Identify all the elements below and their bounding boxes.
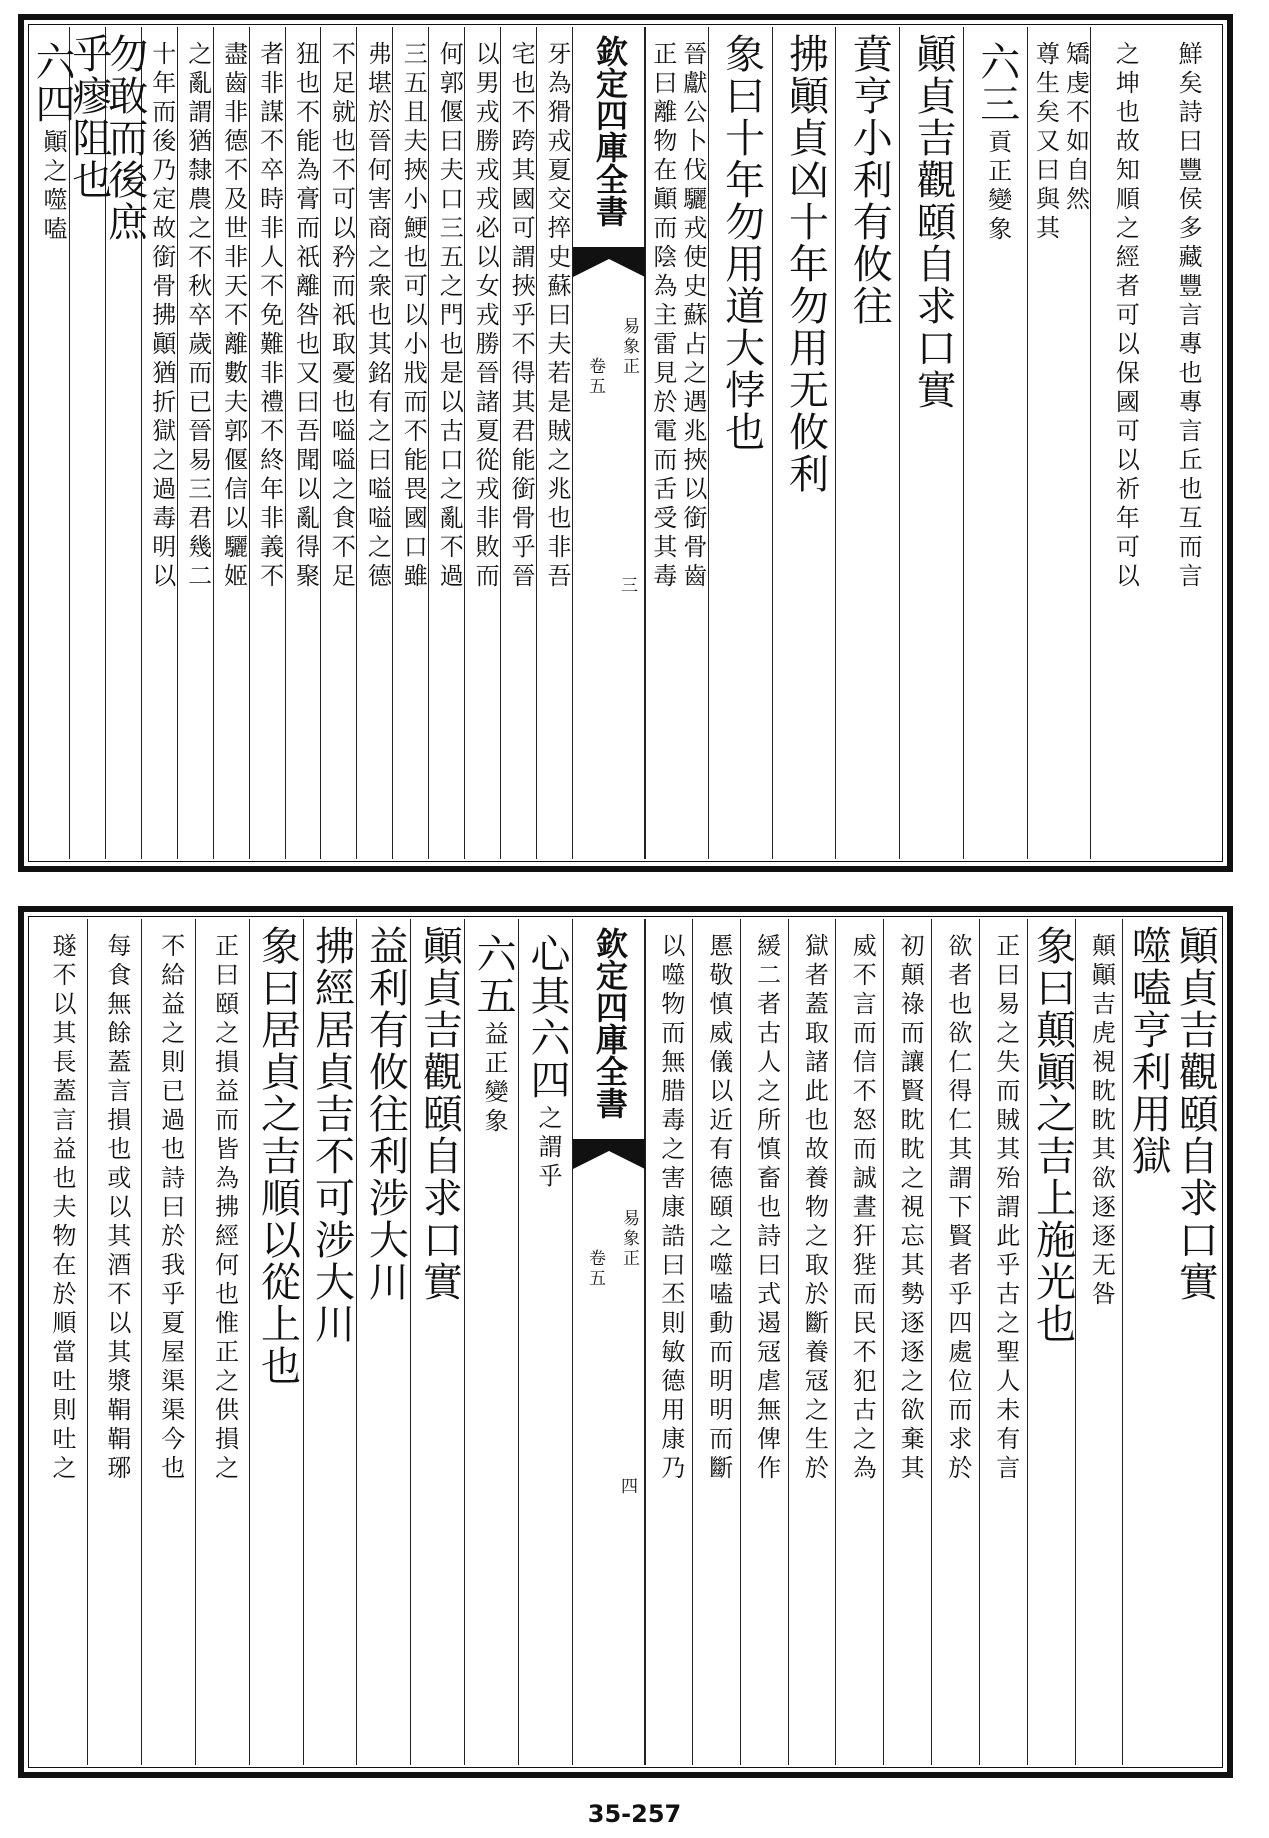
leaf-number: 三: [617, 576, 637, 597]
column-heading: 勿敢而後庶: [101, 33, 148, 243]
text-column: [1154, 27, 1218, 859]
text-column: [410, 919, 465, 1765]
column-subtext: 貢正變象: [983, 129, 1012, 245]
column-text: 顛顚吉虎視眈眈其欲逐逐无咎: [1087, 933, 1116, 1310]
text-column: [835, 919, 884, 1765]
text-column: [33, 919, 87, 1765]
text-column: [979, 919, 1028, 1765]
column-heading: 拂顚貞凶十年勿用无攸利: [782, 33, 829, 495]
book-name: 易象正: [619, 1209, 639, 1269]
column-heading: 顚貞吉觀頤自求口實: [1172, 925, 1219, 1303]
column-text: 鮮矣詩曰豐侯多藏豐言專也專言丘也互而言: [1174, 41, 1203, 592]
text-column: [1027, 27, 1092, 859]
column-text: 之坤也故知順之經者可以保國可以祈年可以: [1111, 41, 1140, 592]
column-text: 不給益之則已過也詩曰於我乎夏屋渠渠今也: [156, 933, 185, 1484]
column-text: 初顛祿而讓賢眈眈之視忘其勢逐逐之欲棄其: [896, 933, 925, 1484]
column-heading: 乎瘳阻也: [65, 33, 112, 201]
column-text: 何郭偃曰夫口三五之門也是以古口之亂不過: [435, 41, 464, 592]
bottom-columns: [33, 919, 1218, 1765]
column-text: 心其六四: [524, 933, 571, 1101]
text-column: [464, 27, 501, 859]
text-column: [963, 27, 1028, 859]
column-text: 不足就也不可以矜而祇取憂也嗌嗌之食不足: [327, 41, 356, 592]
column-heading: 象曰居貞之吉順以從上也: [254, 925, 301, 1387]
text-column: [740, 919, 789, 1765]
text-column: [320, 27, 357, 859]
text-column: [356, 919, 411, 1765]
column-text: 獄者蓋取諸此也故養物之取於斷養冦之生於: [800, 933, 829, 1484]
text-column: [303, 919, 358, 1765]
text-column: [428, 27, 465, 859]
text-column: [141, 919, 196, 1765]
column-text: 十年而後乃定故銜骨拂顚猶折獄之過毒明以: [147, 41, 176, 592]
column-text: 正曰易之失而賊其殆謂此乎古之聖人未有言: [991, 933, 1020, 1484]
column-heading: 噬嗑亨利用獄: [1125, 925, 1172, 1177]
fish-tail-mark: [573, 1139, 645, 1183]
text-column: [931, 919, 980, 1765]
column-text: 之亂謂猶隸農之不秋卒歲而已晉易三君幾二: [183, 41, 212, 592]
center-band: [572, 27, 646, 859]
text-column: [518, 919, 573, 1765]
column-text: 璲不以其長蓋言益也夫物在於順當吐則吐之: [47, 933, 76, 1484]
column-subtext: 矯虔不如自然: [1061, 41, 1090, 215]
text-column: [692, 919, 741, 1765]
column-text: 慝敬慎威儀以近有德頤之噬嗑動而明明而斷: [704, 933, 733, 1484]
text-column: [644, 919, 693, 1765]
text-column: [788, 919, 837, 1765]
book-name: 易象正: [619, 317, 639, 377]
top-columns: [28, 27, 1218, 859]
text-column: [644, 27, 709, 859]
text-column: [249, 27, 286, 859]
volume-label: 卷五: [585, 357, 605, 397]
text-column: [464, 919, 519, 1765]
text-column: [536, 27, 573, 859]
text-column: [835, 27, 900, 859]
text-column: [249, 919, 304, 1765]
column-text: 狃也不能為膏而祇離咎也又曰吾聞以亂得聚: [291, 41, 320, 592]
text-column: [87, 919, 142, 1765]
top-page: [18, 14, 1233, 872]
text-column: [1090, 27, 1155, 859]
column-text: 以男戎勝戎戎必以女戎勝晉諸夏從戎非敗而: [471, 41, 500, 592]
column-heading: 賁亨小利有攸往: [846, 33, 893, 327]
collection-title: 欽定四庫全書: [591, 927, 629, 1119]
column-text: 六三: [973, 41, 1020, 125]
bottom-page: [18, 906, 1233, 1778]
text-column: [772, 27, 837, 859]
text-column: [177, 27, 214, 859]
text-column: [65, 27, 112, 859]
column-subtext: 之謂乎: [534, 1105, 563, 1192]
text-column: [899, 27, 964, 859]
column-text: 每食無餘蓋言損也或以其酒不以其漿鞙鞙琊: [102, 933, 131, 1484]
page-number: 35-257: [587, 1800, 682, 1828]
text-column: [1075, 919, 1124, 1765]
column-text: 盡齒非德不及世非天不離數夫郭偃信以驪姬: [219, 41, 248, 592]
column-subtext: 益正變象: [480, 1021, 509, 1137]
column-text: 者非謀不卒時非人不免難非禮不終年非義不: [255, 41, 284, 592]
column-heading: 益利有攸往利涉大川: [362, 925, 409, 1303]
column-text: 正曰頤之損益而皆為拂經何也惟正之供損之: [210, 933, 239, 1484]
text-column: [1170, 919, 1218, 1765]
volume-label: 卷五: [585, 1249, 605, 1289]
column-text: 正曰離物在顚而陰為主雷見於電而舌受其毒: [648, 41, 677, 592]
column-text: 緩二者古人之所慎畜也詩曰式遏冦虐無俾作: [752, 933, 781, 1484]
text-column: [883, 919, 932, 1765]
column-text: 以噬物而無腊毒之害康誥曰丕則敏德用康乃: [656, 933, 685, 1484]
collection-title: 欽定四庫全書: [591, 35, 629, 227]
center-band: [572, 919, 646, 1765]
text-column: [708, 27, 773, 859]
leaf-number: 四: [617, 1477, 637, 1498]
text-column: [285, 27, 322, 859]
column-heading: 象曰顛顚之吉上施光也: [1029, 925, 1076, 1345]
text-column: [392, 27, 429, 859]
column-text: 牙為猾戎夏交捽史蘇曰夫若是賊之兆也非吾: [543, 41, 572, 592]
column-text: 威不言而信不怒而誠晝犴狴而民不犯古之為: [848, 933, 877, 1484]
column-text: 六五: [470, 933, 517, 1017]
column-heading: 象曰十年勿用道大悖也: [718, 33, 765, 453]
text-column: [28, 27, 75, 859]
column-text: 宅也不跨其國可謂挾乎不得其君能銜骨乎晉: [507, 41, 536, 592]
column-text: 弗堪於晉何害商之衆也其銘有之曰嗌嗌之德: [363, 41, 392, 592]
text-column: [195, 919, 250, 1765]
column-subtext: 顚之噬嗑: [38, 129, 67, 245]
column-text: 六四: [28, 41, 75, 125]
column-text: 尊生矣又曰與其: [1031, 41, 1060, 244]
text-column: [213, 27, 250, 859]
column-text: 三五且夫挾小鯁也可以小戕而不能畏國口雖: [399, 41, 428, 592]
text-column: [1122, 919, 1171, 1765]
column-heading: 顚貞吉觀頤自求口實: [910, 33, 956, 411]
text-column: [1027, 919, 1076, 1765]
text-column: [356, 27, 393, 859]
column-heading: 顚貞吉觀頤自求口實: [416, 925, 463, 1303]
column-subtext: 晉獻公卜伐驪戎使史蘇占之遇兆挾以銜骨齒: [678, 41, 707, 592]
fish-tail-mark: [573, 247, 645, 291]
text-column: [500, 27, 537, 859]
column-text: 欲者也欲仁得仁其謂下賢者乎四處位而求於: [943, 933, 972, 1484]
column-heading: 拂經居貞吉不可涉大川: [308, 925, 355, 1345]
